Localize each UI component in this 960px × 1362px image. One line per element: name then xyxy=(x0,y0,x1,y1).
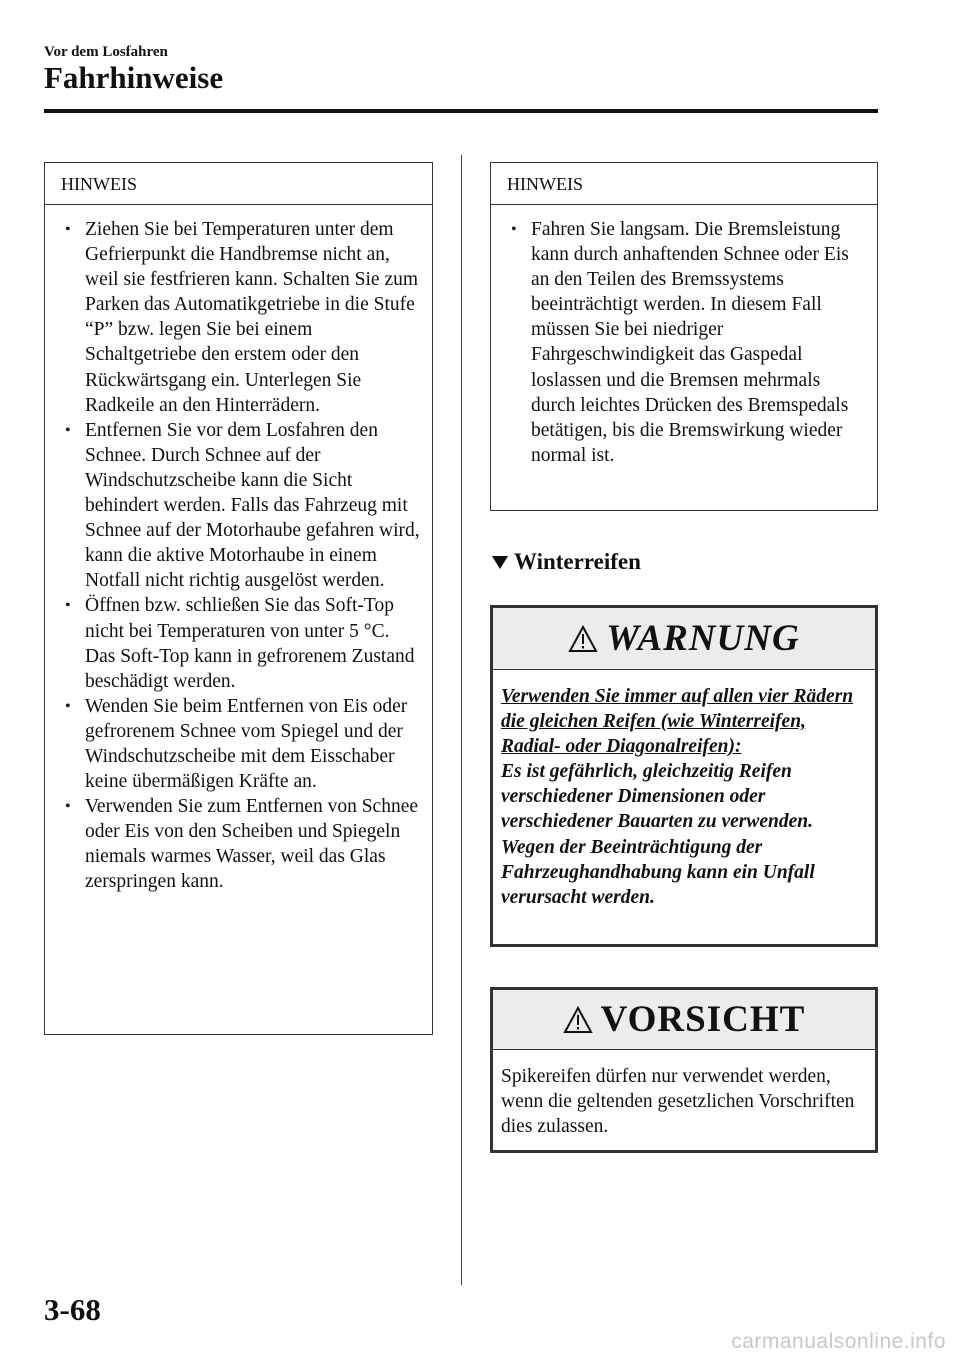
watermark: carmanualsonline.info xyxy=(731,1330,946,1353)
warning-header xyxy=(493,608,875,670)
column-divider xyxy=(461,155,462,1285)
note-heading: HINWEIS xyxy=(45,163,432,205)
caution-body xyxy=(493,1050,875,1139)
caution-box xyxy=(490,987,878,1153)
note-item: • Öffnen bzw. schließen Sie das Soft-Top nicht bei Temperaturen von unter 5 °C. Das Soft-Top kann in gefrorenem Zustand beschädigt werden. xyxy=(65,595,415,692)
note-list xyxy=(505,217,867,468)
warning-body xyxy=(493,670,875,910)
caution-header xyxy=(493,990,875,1050)
caution-triangle-icon xyxy=(563,1006,593,1034)
note-item: • Ziehen Sie bei Temperaturen unter dem Gefrierpunkt die Handbremse nicht an, weil sie festfrieren kann. Schalten Sie zum Parken das Automatikgetriebe in die Stufe “P” bzw. legen Sie bei einem Schaltgetriebe den erstem oder den Rückwärtsgang ein. Unterlegen Sie Radkeile an den Hinterrädern. xyxy=(65,219,419,416)
section-label: Vor dem Losfahren xyxy=(44,44,168,60)
caution-text: Spikereifen dürfen nur verwendet werden, wenn die geltenden gesetzlichen Vorschriften dies zulassen. xyxy=(501,1066,855,1138)
note-box-left xyxy=(44,162,433,1035)
section-heading: Winterreifen xyxy=(492,549,641,575)
warning-box xyxy=(490,605,878,947)
triangle-bullet-icon xyxy=(492,556,508,569)
warning-underlined-text: Verwenden Sie immer auf allen vier Rädern die gleichen Reifen (wie Winterreifen, Radial- oder Diagonalreifen): xyxy=(501,686,854,758)
note-item: • Fahren Sie langsam. Die Bremsleistung kann durch anhaftenden Schnee oder Eis an den Teilen des Bremssystems beeinträchtigt werden. In diesem Fall müssen Sie bei niedriger Fahrgeschwindigkeit das Gaspedal loslassen und die Bremsen mehrmals durch leichtes Drücken des Bremspedals betätigen, bis die Bremswirkung wieder normal ist. xyxy=(511,219,849,466)
warning-text: Es ist gefährlich, gleichzeitig Reifen verschiedener Dimensionen oder verschiedener Bauarten zu verwenden. Wegen der Beeinträchtigung der Fahrzeughandhabung kann ein Unfall verursacht werden. xyxy=(501,761,815,908)
title-rule xyxy=(44,109,878,113)
note-item: • Verwenden Sie zum Entfernen von Schnee oder Eis von den Scheiben und Spiegeln niemals warmes Wasser, weil das Glas zerspringen kann. xyxy=(65,796,419,893)
note-item: • Wenden Sie beim Entfernen von Eis oder gefrorenem Schnee vom Spiegel und der Windschutzscheibe mit dem Eisschaber keine übermäßigen Kräfte an. xyxy=(65,695,408,793)
page-title: Fahrhinweise xyxy=(44,60,224,95)
note-heading: HINWEIS xyxy=(491,163,877,205)
note-item: • Entfernen Sie vor dem Losfahren den Schnee. Durch Schnee auf der Windschutzscheibe kann die Sicht behindert werden. Falls das Fahrzeug mit Schnee auf der Motorhaube gefahren wird, kann die aktive Motorhaube in einem Notfall nicht richtig ausgelöst werden. xyxy=(65,419,420,592)
note-list xyxy=(59,217,422,895)
caution-title: VORSICHT xyxy=(600,999,806,1040)
page-number: 3-68 xyxy=(44,1292,101,1327)
warning-triangle-icon xyxy=(568,625,598,653)
note-box-right xyxy=(490,162,878,511)
warning-title: WARNUNG xyxy=(606,618,800,659)
